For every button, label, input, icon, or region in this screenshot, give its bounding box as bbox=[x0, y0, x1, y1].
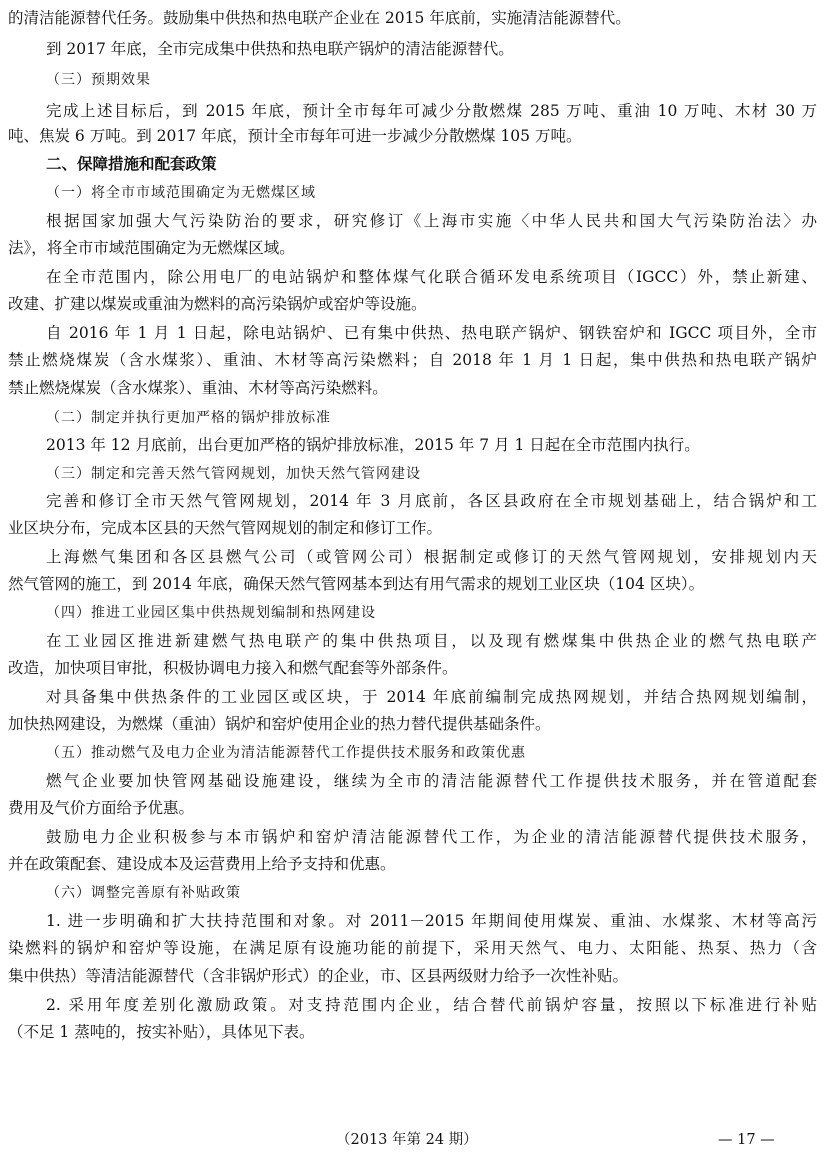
text-line: 禁止燃烧煤炭（含水煤浆）、重油、木材等高污染燃料。 bbox=[8, 379, 388, 397]
text-line: 到 2017 年底，全市完成集中供热和热电联产锅炉的清洁能源替代。 bbox=[46, 40, 514, 58]
text-line: 染燃料的锅炉和窑炉等设施，在满足原有设施功能的前提下，采用天然气、电力、太阳能、热泵、热力（含 bbox=[8, 939, 817, 957]
text-line: 根据国家加强大气污染防治的要求，研究修订《上海市实施〈中华人民共和国大气污染防治法〉办 bbox=[46, 212, 817, 230]
text-line: 改建、扩建以煤炭或重油为燃料的高污染锅炉或窑炉等设施。 bbox=[8, 295, 427, 313]
text-line: 法》，将全市市域范围确定为无燃煤区域。 bbox=[8, 239, 295, 257]
text-line: 鼓励电力企业积极参与本市锅炉和窑炉清洁能源替代工作，为企业的清洁能源替代提供技术服务， bbox=[46, 828, 817, 846]
text-line: 加快热网建设，为燃煤（重油）锅炉和窑炉使用企业的热力替代提供基础条件。 bbox=[8, 715, 551, 733]
text-line: 并在政策配套、建设成本及运营费用上给予支持和优惠。 bbox=[8, 855, 396, 873]
text-line: 禁止燃烧煤炭（含水煤浆）、重油、木材等高污染燃料；自 2018 年 1 月 1 日起，集中供热和热电联产锅炉 bbox=[8, 351, 817, 369]
section-subheading: （三）预期效果 bbox=[46, 72, 151, 88]
text-line: 完善和修订全市天然气管网规划，2014 年 3 月底前，各区县政府在全市规划基础上，结合锅炉和工 bbox=[46, 492, 817, 510]
text-line: 改造，加快项目审批，积极协调电力接入和燃气配套等外部条件。 bbox=[8, 659, 458, 677]
section-subheading: （四）推进工业园区集中供热规划编制和热网建设 bbox=[46, 605, 376, 621]
section-subheading: （二）制定并执行更加严格的锅炉排放标准 bbox=[46, 410, 331, 426]
text-line: 的清洁能源替代任务。鼓励集中供热和热电联产企业在 2015 年底前，实施清洁能源替代。 bbox=[8, 9, 631, 27]
section-subheading: （三）制定和完善天然气管网规划，加快天然气管网建设 bbox=[46, 466, 421, 482]
issue-label: （2013 年第 24 期） bbox=[336, 1132, 478, 1148]
text-line: 自 2016 年 1 月 1 日起，除电站锅炉、已有集中供热、热电联产锅炉、钢铁窑炉和 IGCC 项目外，全市 bbox=[46, 324, 817, 342]
text-line: 2013 年 12 月底前，出台更加严格的锅炉排放标准，2015 年 7 月 1 日起在全市范围内执行。 bbox=[46, 436, 700, 454]
page-number: — 17 — bbox=[718, 1132, 775, 1148]
section-heading: 二、保障措施和配套政策 bbox=[46, 155, 217, 173]
text-line: 2. 采用年度差别化激励政策。对支持范围内企业，结合替代前锅炉容量，按照以下标准进行补贴 bbox=[46, 996, 817, 1014]
section-subheading: （五）推动燃气及电力企业为清洁能源替代工作提供技术服务和政策优惠 bbox=[46, 745, 526, 761]
text-line: 吨、焦炭 6 万吨。到 2017 年底，预计全市每年可进一步减少分散燃煤 105 万吨。 bbox=[8, 127, 582, 145]
section-subheading: （六）调整完善原有补贴政策 bbox=[46, 885, 241, 901]
text-line: （不足 1 蒸吨的，按实补贴），具体见下表。 bbox=[8, 1023, 315, 1041]
text-line: 然气管网的施工，到 2014 年底，确保天然气管网基本到达有用气需求的规划工业区块（104 区块）。 bbox=[8, 575, 705, 593]
text-line: 对具备集中供热条件的工业园区或区块，于 2014 年底前编制完成热网规划，并结合热网规划编制， bbox=[46, 688, 817, 706]
text-line: 业区块分布，完成本区县的天然气管网规划的制定和修订工作。 bbox=[8, 519, 443, 537]
text-line: 集中供热）等清洁能源替代（含非锅炉形式）的企业，市、区县两级财力给予一次性补贴。 bbox=[8, 967, 629, 985]
text-line: 1. 进一步明确和扩大扶持范围和对象。对 2011－2015 年期间使用煤炭、重油、水煤浆、木材等高污 bbox=[46, 912, 817, 930]
text-line: 在全市范围内，除公用电厂的电站锅炉和整体煤气化联合循环发电系统项目（IGCC）外，禁止新建、 bbox=[46, 268, 817, 286]
text-line: 费用及气价方面给予优惠。 bbox=[8, 799, 195, 817]
text-line: 在工业园区推进新建燃气热电联产的集中供热项目，以及现有燃煤集中供热企业的燃气热电联产 bbox=[46, 632, 817, 650]
text-line: 上海燃气集团和各区县燃气公司（或管网公司）根据制定或修订的天然气管网规划，安排规划内天 bbox=[46, 548, 817, 566]
text-line: 燃气企业要加快管网基础设施建设，继续为全市的清洁能源替代工作提供技术服务，并在管道配套 bbox=[46, 772, 817, 790]
section-subheading: （一）将全市市域范围确定为无燃煤区域 bbox=[46, 185, 316, 201]
text-line: 完成上述目标后，到 2015 年底，预计全市每年可减少分散燃煤 285 万吨、重油 10 万吨、木材 30 万 bbox=[46, 102, 817, 120]
